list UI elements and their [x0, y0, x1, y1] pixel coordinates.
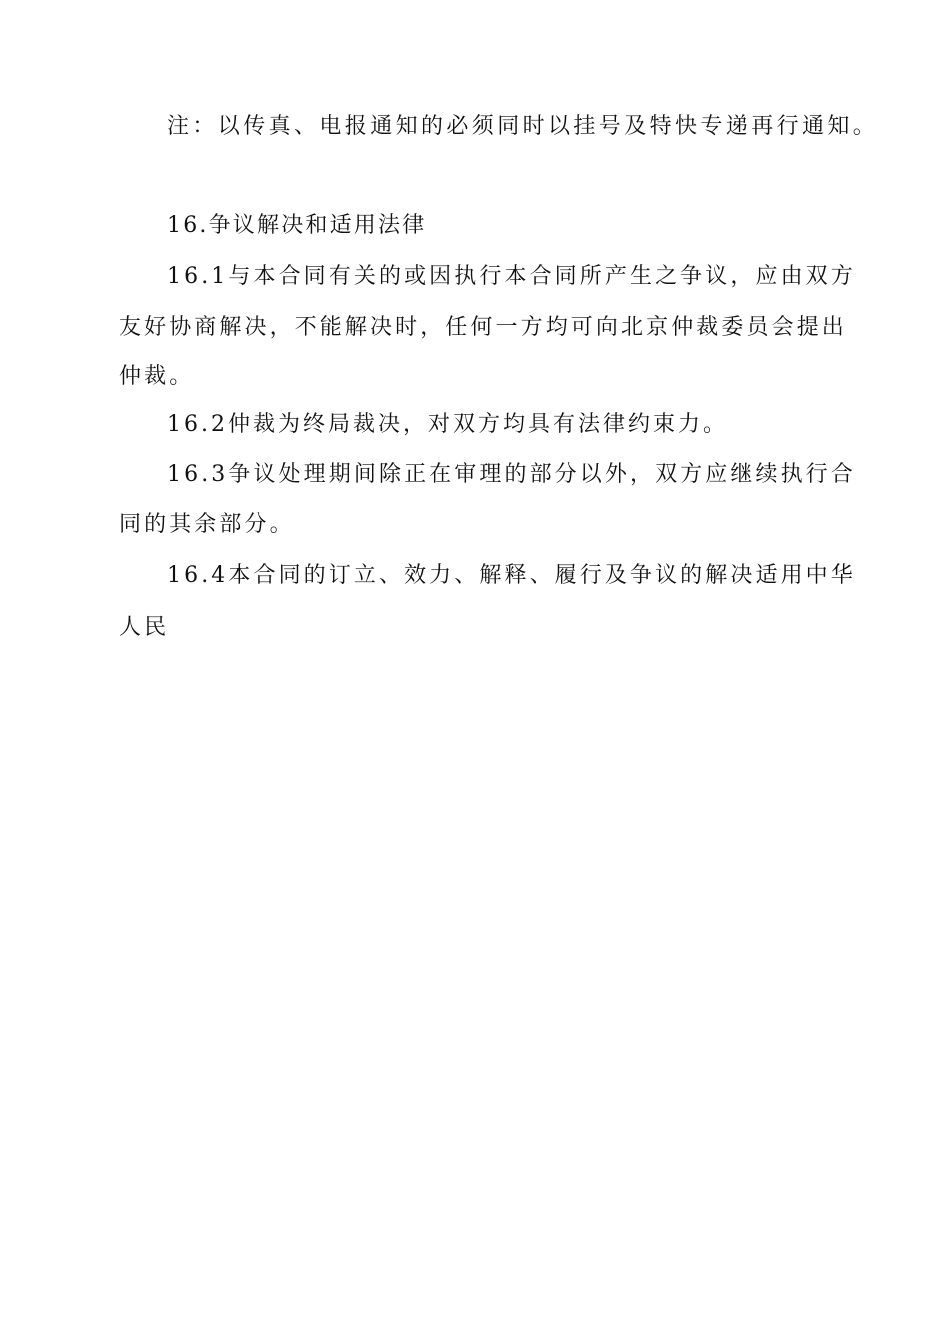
clause-16-4-line-2: 人民 — [119, 615, 170, 640]
clause-16-4-line-1: 16.4本合同的订立、效力、解释、履行及争议的解决适用中华 — [167, 563, 856, 588]
clause-16-1-line-1: 16.1与本合同有关的或因执行本合同所产生之争议，应由双方 — [167, 264, 856, 289]
clause-16-1-line-3: 仲裁。 — [119, 364, 195, 389]
clause-16-3-line-2: 同的其余部分。 — [119, 512, 295, 537]
clause-16-1-line-2: 友好协商解决，不能解决时，任何一方均可向北京仲裁委员会提出 — [119, 315, 847, 340]
section-heading: 16.争议解决和适用法律 — [167, 213, 427, 238]
clause-16-3-line-1: 16.3争议处理期间除正在审理的部分以外，双方应继续执行合 — [167, 462, 856, 487]
clause-16-2-line-1: 16.2仲裁为终局裁决，对双方均具有法律约束力。 — [167, 412, 728, 437]
notice-note: 注：以传真、电报通知的必须同时以挂号及特快专递再行通知。 — [167, 114, 879, 139]
